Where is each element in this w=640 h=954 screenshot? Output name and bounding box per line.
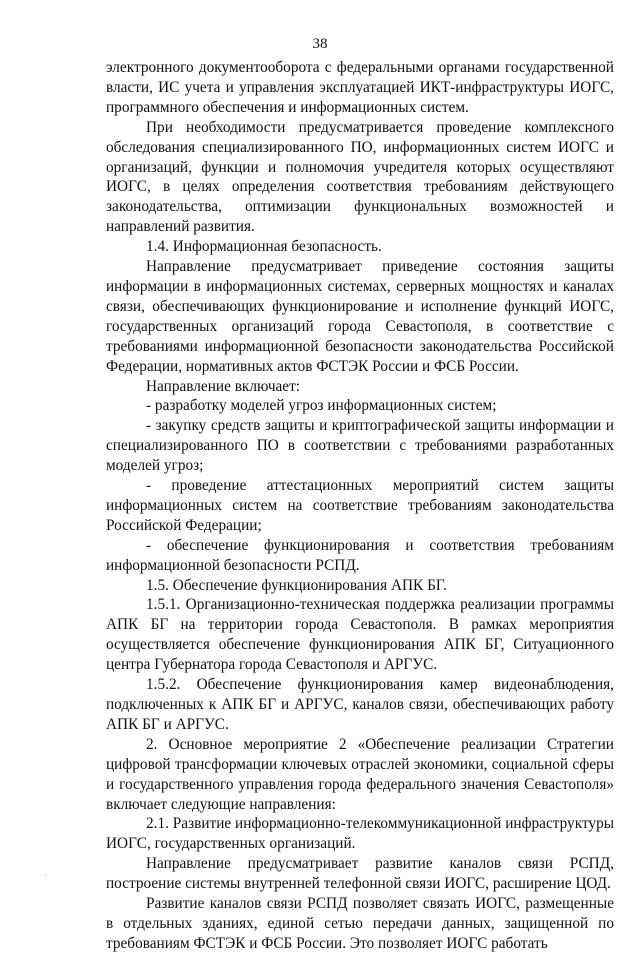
paragraph: При необходимости предусматривается проведение комплексного обследования специализированного ПО, информационных систем ИОГС и организаций, функции и полномочия учредителя которых осуществляют ИОГС, в целях определения соответствия требованиям действующего законодательства, оптимизации функциональных возможностей и направлений развития. — [106, 118, 614, 236]
paragraph: Развитие каналов связи РСПД позволяет связать ИОГС, размещенные в отдельных зданиях, единой сетью передачи данных, защищенной по требованиям ФСТЭК и ФСБ России. Это позволяет ИОГС работать — [106, 895, 614, 952]
list-item: - обеспечение функционирования и соответствия требованиям информационной безопасности РСПД. — [106, 536, 614, 574]
margin-mark: · — [44, 870, 47, 880]
list-item: - проведение аттестационных мероприятий систем защиты информационных систем на соответствие требованиям законодательства Российской Федерации; — [106, 477, 614, 534]
list-item: - закупку средств защиты и криптографической защиты информации и специализированного ПО в соответствии с требованиями разработанных моделей угроз; — [106, 417, 614, 475]
paragraph: 1.5.2. Обеспечение функционирования камер видеонаблюдения, подключенных к АПК БГ и АРГУС, каналов связи, обеспечивающих работу АПК БГ и АРГУС. — [106, 676, 614, 733]
paragraph: Направление предусматривает приведение состояния защиты информации в информационных системах, серверных мощностях и каналах связи, обеспечивающих функционирование и исполнение функций ИОГС, государственных организаций города Севастополя, в соответствие с требованиями информационной безопасности законодательства Российской Федерации, нормативных актов ФСТЭК России и ФСБ России. — [106, 258, 614, 375]
section-heading: 1.5. Обеспечение функционирования АПК БГ. — [146, 576, 447, 594]
section-heading: 2.1. Развитие информационно-телекоммуникационной инфраструктуры ИОГС, государственных организаций. — [106, 815, 614, 853]
document-body — [106, 58, 614, 954]
list-item: - разработку моделей угроз информационных систем; — [146, 397, 497, 415]
paragraph: электронного документооборота с федеральными органами государственной власти, ИС учета и управления эксплуатацией ИКТ-инфраструктуры ИОГС, программного обеспечения и информационных систем. — [106, 59, 614, 116]
paragraph: 2. Основное мероприятие 2 «Обеспечение реализации Стратегии цифровой трансформации ключевых отраслей экономики, социальной сферы и государственного управления города федерального значения Севастополя» включает следующие направления: — [106, 735, 614, 813]
section-heading: 1.4. Информационная безопасность. — [146, 238, 382, 256]
paragraph: 1.5.1. Организационно-техническая поддержка реализации программы АПК БГ на территории города Севастополя. В рамках мероприятия осуществляется обеспечение функционирования АПК БГ, Ситуационного центра Губернатора города Севастополя и АРГУС. — [106, 596, 614, 674]
page-number: 38 — [312, 36, 328, 52]
paragraph: Направление предусматривает развитие каналов связи РСПД, построение системы внутренней телефонной связи ИОГС, расширение ЦОД. — [106, 855, 614, 893]
paragraph: Направление включает: — [146, 377, 301, 395]
